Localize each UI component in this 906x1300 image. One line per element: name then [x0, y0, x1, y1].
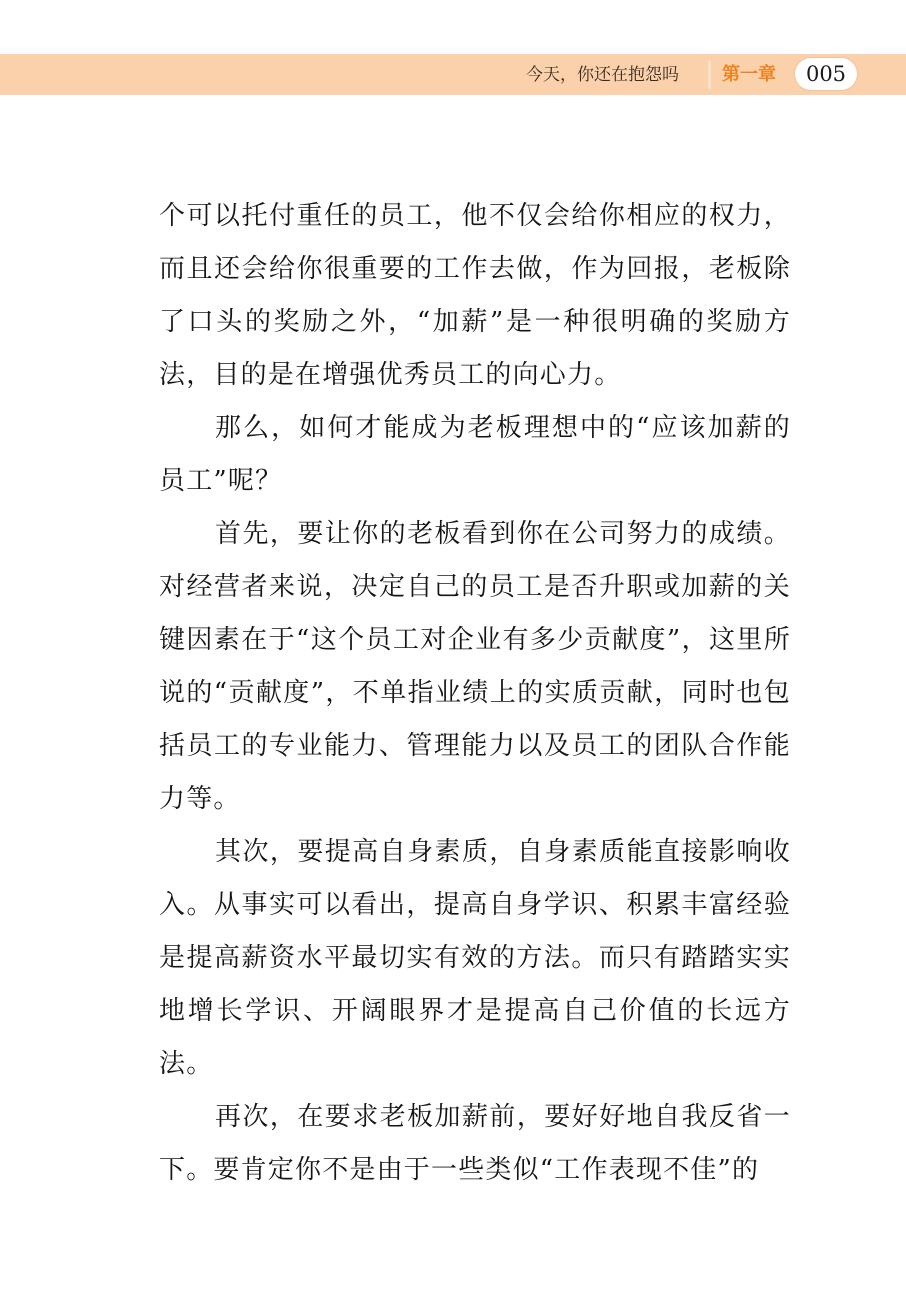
page-number: 005	[805, 62, 847, 86]
chapter-label: 第一章	[722, 64, 776, 85]
paragraph: 首先，要让你的老板看到你在公司努力的成绩。对经营者来说，决定自己的员工是否升职或加薪的关键因素在于“这个员工对企业有多少贡献度”，这里所说的“贡献度”，不单指业绩上的实质贡献，同时也包括员工的专业能力、管理能力以及员工的团队合作能力等。	[159, 519, 791, 814]
paragraph-continued: 个可以托付重任的员工，他不仅会给你相应的权力，而且还会给你很重要的工作去做，作为回报，老板除了口头的奖励之外，“加薪”是一种很明确的奖励方法，目的是在增强优秀员工的向心力。	[159, 201, 791, 390]
header-divider	[708, 60, 711, 89]
body-text	[159, 190, 791, 1197]
running-header-title: 今天，你还在抱怨吗	[526, 65, 679, 85]
paragraph: 再次，在要求老板加薪前，要好好地自我反省一下。要肯定你不是由于一些类似“工作表现不佳”的	[159, 1102, 791, 1185]
paragraph: 其次，要提高自身素质，自身素质能直接影响收入。从事实可以看出，提高自身学识、积累丰富经验是提高薪资水平最切实有效的方法。而只有踏踏实实地增长学识、开阔眼界才是提高自己价值的长远方法。	[159, 837, 791, 1079]
paragraph: 那么，如何才能成为老板理想中的“应该加薪的员工”呢？	[159, 413, 791, 496]
